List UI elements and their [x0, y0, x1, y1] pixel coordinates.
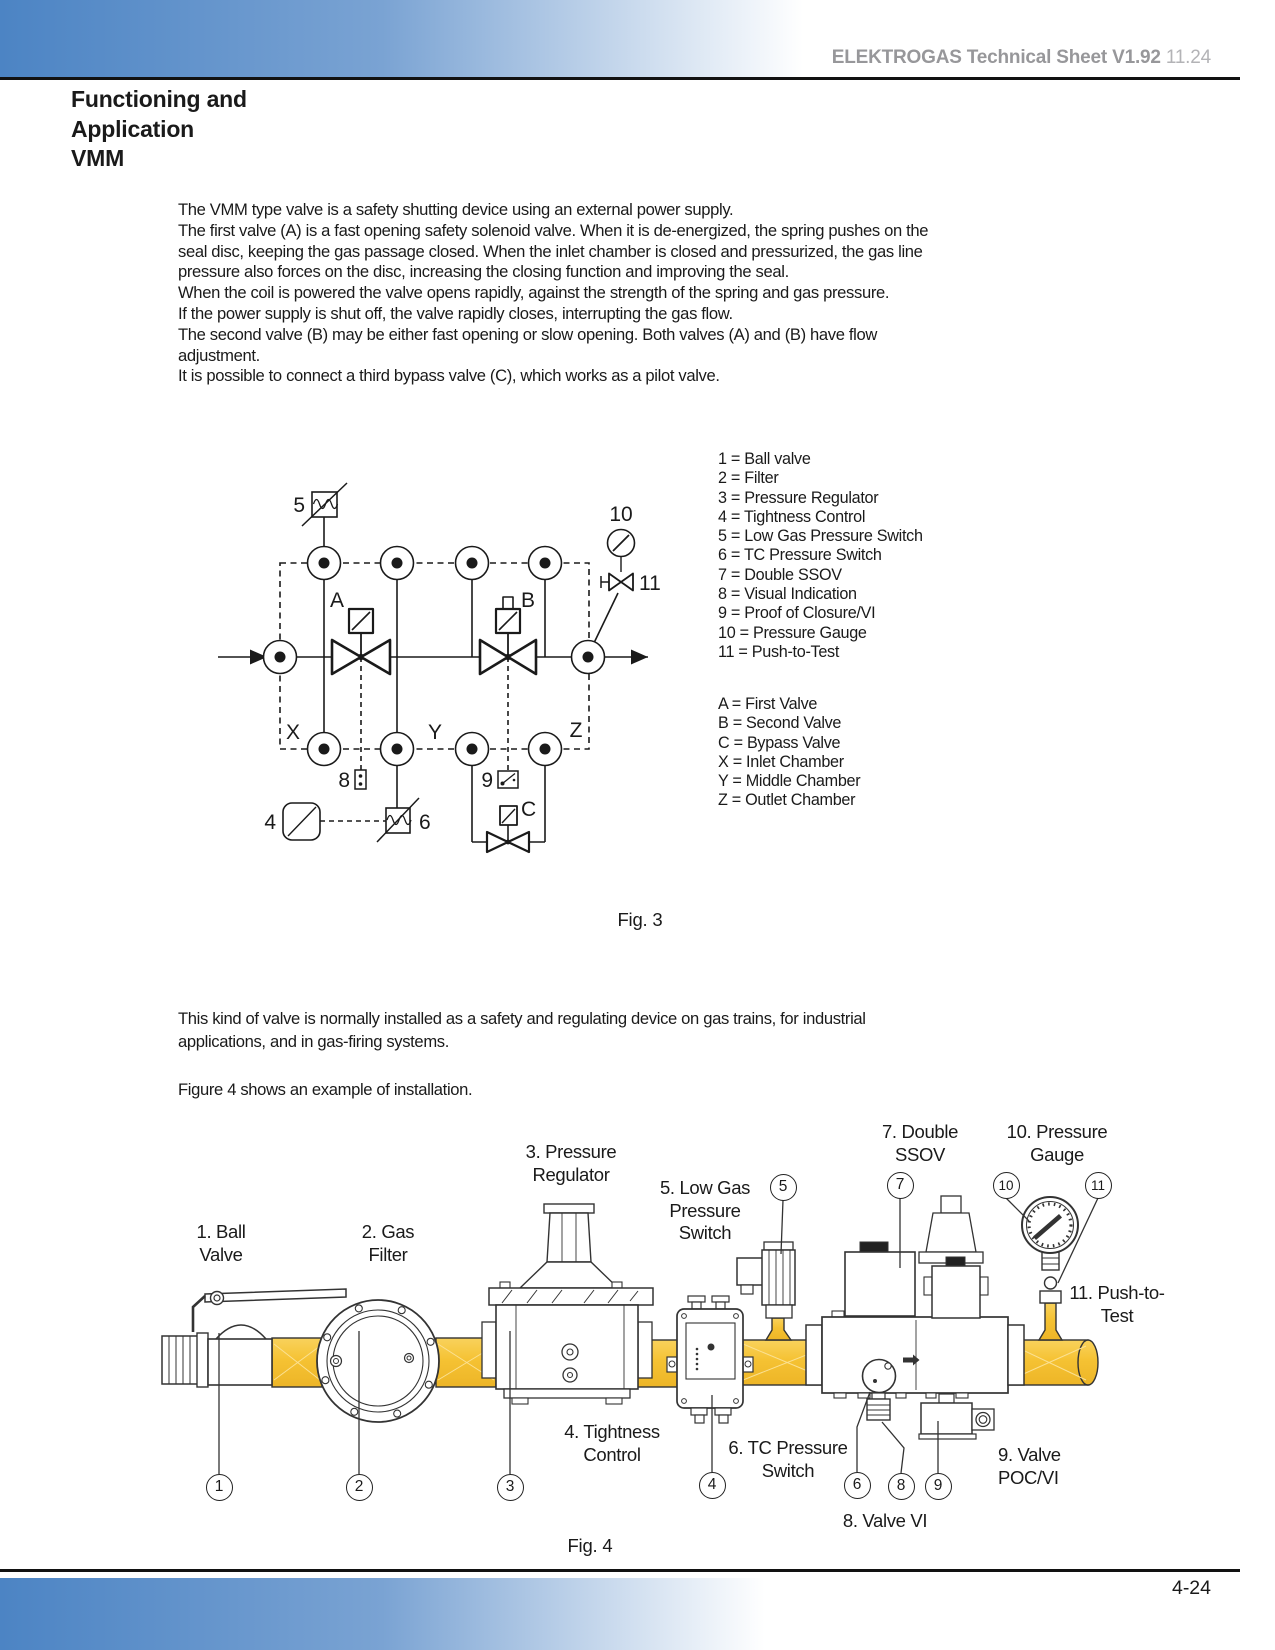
label-line: Gauge	[1030, 1143, 1084, 1165]
callout-2	[346, 1474, 373, 1501]
fig3-lines	[218, 517, 648, 842]
label-B: B	[521, 589, 536, 612]
legend-item: Y = Middle Chamber	[718, 772, 861, 791]
label-line: 11. Push-to-	[1069, 1282, 1165, 1303]
label-C: C	[521, 798, 537, 821]
label-line: Switch	[678, 1222, 732, 1243]
label-line: 1. Ball	[196, 1221, 246, 1242]
legend-item: 10 = Pressure Gauge	[718, 623, 867, 642]
label-pressure-gauge	[1007, 1121, 1108, 1166]
label-line: POC/VI	[998, 1466, 1059, 1488]
label-5: 5	[293, 494, 305, 517]
label-pressure-regulator	[526, 1141, 617, 1186]
paragraph-line: This kind of valve is normally installed as a safety and regulating device on gas trains, for industrial	[178, 1009, 866, 1028]
heading-line-3: VMM	[71, 145, 125, 171]
label-line: Filter	[368, 1243, 408, 1265]
callout-1	[206, 1474, 233, 1501]
callout-1-num: 1	[214, 1478, 224, 1495]
label-line: Valve	[199, 1243, 243, 1265]
label-Y: Y	[427, 721, 443, 744]
tightness-control-drawing	[667, 1296, 753, 1423]
label-6: 6	[419, 811, 431, 834]
label-Z: Z	[569, 719, 583, 742]
label-line: 5. Low Gas	[659, 1177, 751, 1198]
label-ball-valve	[197, 1221, 246, 1266]
fig4-intro-line: Figure 4 shows an example of installation.	[178, 1080, 473, 1099]
label-line: 9. Valve	[998, 1444, 1061, 1465]
intro-line: The VMM type valve is a safety shutting device using an external power supply.	[178, 200, 734, 219]
legend-item: 1 = Ball valve	[718, 450, 811, 468]
footer-gradient-band	[0, 1578, 1275, 1650]
callout-9-num: 9	[933, 1477, 943, 1494]
gas-filter-drawing	[317, 1300, 439, 1422]
callout-10	[993, 1172, 1020, 1199]
legend-item: C = Bypass Valve	[718, 733, 841, 752]
push-to-test-symbol	[601, 574, 633, 591]
application-paragraph	[178, 1007, 866, 1053]
callout-10-num: 10	[998, 1177, 1014, 1193]
legend-item: 8 = Visual Indication	[718, 585, 857, 604]
intro-line: It is possible to connect a third bypass valve (C), which works as a pilot valve.	[178, 366, 720, 386]
callout-2-num: 2	[354, 1478, 364, 1495]
heading-line-1: Functioning and	[71, 86, 247, 112]
callout-8	[888, 1473, 915, 1500]
legend-item: X = Inlet Chamber	[718, 752, 844, 771]
label-4: 4	[264, 811, 276, 834]
switch-stem	[766, 1318, 791, 1340]
label-10: 10	[609, 503, 633, 526]
label-line: 3. Pressure	[525, 1141, 617, 1162]
double-ssov-drawing	[806, 1196, 1024, 1439]
tightness-control-symbol	[283, 803, 320, 840]
label-gas-filter	[362, 1221, 414, 1266]
label-line: 6. TC Pressure	[728, 1437, 848, 1458]
label-tightness-control	[564, 1421, 660, 1466]
callout-7	[887, 1172, 914, 1199]
label-valve-vi	[843, 1510, 927, 1533]
legend-item: B = Second Valve	[718, 714, 842, 733]
legend-item: Z = Outlet Chamber	[718, 791, 856, 810]
page-number: 4-24	[1171, 1577, 1211, 1599]
intro-line: The first valve (A) is a fast opening safety solenoid valve. When it is de-energized, the spring pushes on the	[178, 220, 929, 240]
fig3-caption: Fig. 3	[617, 909, 663, 930]
fig3-legend-letters	[718, 695, 860, 811]
document-title	[832, 47, 1211, 69]
callout-6	[844, 1472, 871, 1499]
label-line: Pressure	[669, 1199, 741, 1221]
visual-indication-symbol	[355, 770, 366, 789]
legend-item: 5 = Low Gas Pressure Switch	[718, 527, 923, 546]
label-A: A	[329, 589, 344, 612]
intro-paragraph	[178, 200, 928, 387]
label-line: 10. Pressure	[1006, 1121, 1108, 1142]
callout-8-num: 8	[896, 1477, 906, 1494]
callout-3	[497, 1474, 524, 1501]
label-tc-pressure-switch	[728, 1437, 847, 1482]
fig4-caption: Fig. 4	[567, 1535, 613, 1556]
gauge-symbol	[608, 530, 635, 573]
legend-item: 3 = Pressure Regulator	[718, 488, 879, 507]
label-line: 2. Gas	[361, 1221, 415, 1242]
callout-11	[1085, 1172, 1112, 1199]
flow-out-arrow-icon	[631, 650, 648, 665]
label-valve-poc-vi	[998, 1444, 1061, 1489]
gauge-stem	[1039, 1303, 1062, 1340]
legend-item: 11 = Push-to-Test	[718, 642, 840, 661]
label-line: 8. Valve VI	[842, 1510, 928, 1531]
label-line: SSOV	[894, 1143, 946, 1165]
valve-handle	[205, 1289, 346, 1302]
legend-item: 9 = Proof of Closure/VI	[718, 604, 876, 623]
callout-7-num: 7	[895, 1176, 905, 1193]
valve-poc-drawing	[939, 1394, 954, 1403]
label-line: Switch	[761, 1459, 815, 1481]
callout-4-num: 4	[707, 1476, 717, 1493]
section-heading	[71, 85, 247, 174]
valve-a-symbol	[332, 609, 390, 674]
proof-of-closure-symbol	[498, 771, 518, 788]
label-line: Regulator	[532, 1163, 610, 1185]
legend-item: 6 = TC Pressure Switch	[718, 546, 882, 565]
push-to-test-ball	[1045, 1277, 1057, 1289]
callout-3-num: 3	[505, 1478, 515, 1495]
intro-line: If the power supply is shut off, the valve rapidly closes, interrupting the gas flow.	[178, 303, 733, 323]
label-line: 4. Tightness	[564, 1421, 660, 1442]
legend-item: 7 = Double SSOV	[718, 565, 842, 584]
valve-vi-drawing	[872, 1393, 885, 1399]
paragraph-line: applications, and in gas-firing systems.	[178, 1032, 449, 1051]
heading-line-2: Application	[71, 115, 195, 142]
callout-6-num: 6	[852, 1476, 862, 1493]
label-11: 11	[639, 572, 661, 595]
label-line: 7. Double	[881, 1121, 959, 1142]
intro-line: seal disc, keeping the gas passage closed. When the inlet chamber is closed and pressurized, the gas line	[178, 241, 923, 261]
legend-item: A = First Valve	[718, 695, 818, 713]
intro-line: When the coil is powered the valve opens rapidly, against the strength of the spring and gas pressure.	[178, 283, 890, 303]
fig3-legend-numbers	[718, 450, 923, 662]
fig4-installation-drawing	[140, 1177, 1150, 1560]
callout-11-num: 11	[1090, 1177, 1105, 1193]
legend-item: 4 = Tightness Control	[718, 507, 866, 526]
callout-9	[925, 1473, 952, 1500]
label-push-to-test	[1069, 1282, 1164, 1327]
intro-line: The second valve (B) may be either fast opening or slow opening. Both valves (A) and (B) have flow	[178, 324, 877, 344]
document-title-edition: 11.24	[1165, 47, 1211, 68]
label-line: Control	[583, 1443, 641, 1465]
label-8: 8	[338, 769, 350, 792]
legend-item: 2 = Filter	[718, 469, 779, 488]
intro-line: pressure also forces on the disc, increasing the closing function and improving the seal.	[178, 262, 789, 282]
label-9: 9	[481, 769, 493, 792]
label-line: Test	[1100, 1304, 1134, 1326]
footer-rule	[0, 1569, 1240, 1572]
document-title-main: ELEKTROGAS Technical Sheet V1.92	[831, 47, 1161, 68]
header-rule	[0, 77, 1240, 80]
fig3-schematic	[200, 440, 680, 940]
callout-5-num: 5	[778, 1178, 788, 1195]
pressure-regulator-drawing	[482, 1204, 653, 1404]
label-double-ssov	[882, 1121, 958, 1166]
intro-line: adjustment.	[178, 345, 260, 365]
callout-4	[699, 1472, 726, 1499]
low-gas-pressure-switch-drawing	[737, 1242, 795, 1318]
label-X: X	[285, 721, 301, 744]
label-low-gas-pressure-switch	[660, 1177, 750, 1245]
callout-5	[770, 1174, 797, 1201]
pressure-switch-6-symbol	[377, 798, 419, 842]
